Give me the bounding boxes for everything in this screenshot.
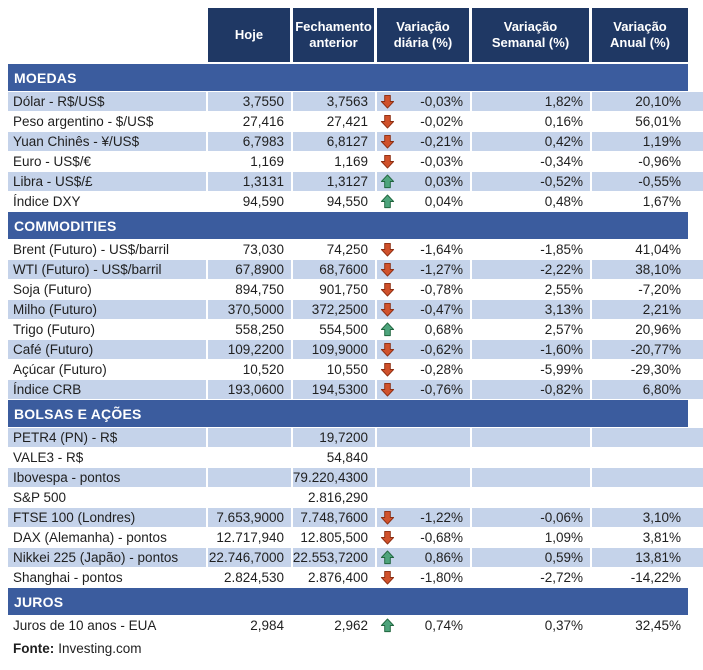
variacao-diaria-value: -0,62%: [420, 342, 463, 357]
fechamento-anterior-value: 94,550: [293, 192, 377, 211]
table-row-shanghai-pontos: [8, 568, 703, 588]
column-header-fechamento-anterior: Fechamento anterior: [293, 8, 377, 62]
variacao-diaria-cell: [377, 92, 472, 111]
row-label: FTSE 100 (Londres): [8, 508, 208, 527]
variacao-anual-value: 3,10%: [642, 510, 681, 525]
trend-arrow: [380, 322, 395, 337]
variacao-anual-value: 32,45%: [635, 618, 681, 633]
table-row-ftse-100-londres: [8, 508, 703, 528]
table-row-cafe-futuro: [8, 340, 703, 360]
hoje-value: 2.824,530: [208, 568, 293, 587]
table-row-soja-futuro: [8, 280, 703, 300]
variacao-diaria-value: -0,21%: [420, 134, 463, 149]
hoje-value: 10,520: [208, 360, 293, 379]
variacao-diaria-cell: [377, 240, 472, 259]
variacao-semanal-value: [472, 488, 592, 507]
variacao-anual-value: 3,81%: [642, 530, 681, 545]
source-label: Fonte:: [13, 640, 55, 656]
down-arrow-icon: [380, 362, 395, 377]
table-body: [8, 64, 703, 636]
trend-arrow: [380, 530, 395, 545]
variacao-anual-value: 41,04%: [635, 242, 681, 257]
variacao-diaria-value: 0,04%: [424, 194, 463, 209]
variacao-anual-value: [592, 428, 688, 447]
trend-arrow: [380, 94, 395, 109]
variacao-diaria-cell: [377, 340, 472, 359]
variacao-semanal-value: 0,37%: [472, 616, 592, 635]
hoje-value: 67,8900: [208, 260, 293, 279]
row-label: Peso argentino - $/US$: [8, 112, 208, 131]
column-header-hoje: Hoje: [208, 8, 293, 62]
variacao-semanal-value: 0,42%: [472, 132, 592, 151]
variacao-diaria-value: -0,68%: [420, 530, 463, 545]
fechamento-anterior-value: 1,169: [293, 152, 377, 171]
variacao-diaria-value: -0,76%: [420, 382, 463, 397]
fechamento-anterior-value: 6,8127: [293, 132, 377, 151]
variacao-diaria-cell: [377, 528, 472, 547]
variacao-diaria-value: -1,22%: [420, 510, 463, 525]
trend-arrow: [380, 114, 395, 129]
hoje-value: [208, 428, 293, 447]
variacao-diaria-value: -1,80%: [420, 570, 463, 585]
source-note: [8, 638, 703, 658]
hoje-value: 2,984: [208, 616, 293, 635]
section-header-moedas: MOEDAS: [8, 64, 688, 92]
variacao-diaria-cell: [377, 152, 472, 171]
hoje-value: [208, 448, 293, 467]
row-label: Índice DXY: [8, 192, 208, 211]
fechamento-anterior-value: 7.748,7600: [293, 508, 377, 527]
row-label: Libra - US$/£: [8, 172, 208, 191]
variacao-anual-value: -14,22%: [630, 570, 681, 585]
variacao-semanal-value: 2,57%: [472, 320, 592, 339]
variacao-anual-value: 1,19%: [642, 134, 681, 149]
variacao-semanal-value: -5,99%: [472, 360, 592, 379]
up-arrow-icon: [380, 550, 395, 565]
down-arrow-icon: [380, 134, 395, 149]
trend-arrow: [380, 134, 395, 149]
table-row-ibovespa-pontos: [8, 468, 703, 488]
table-header-row: [8, 8, 703, 62]
down-arrow-icon: [380, 154, 395, 169]
up-arrow-icon: [380, 174, 395, 189]
fechamento-anterior-value: 68,7600: [293, 260, 377, 279]
variacao-diaria-cell: [377, 548, 472, 567]
variacao-diaria-cell: [377, 112, 472, 131]
fechamento-anterior-value: 2.876,400: [293, 568, 377, 587]
variacao-diaria-value: -1,27%: [420, 262, 463, 277]
section-header-bolsas-e-acoes: BOLSAS E AÇÕES: [8, 400, 688, 428]
variacao-diaria-value: 0,86%: [424, 550, 463, 565]
trend-arrow: [380, 570, 395, 585]
header-corner-spacer: [8, 8, 208, 62]
up-arrow-icon: [380, 322, 395, 337]
row-label: Trigo (Futuro): [8, 320, 208, 339]
hoje-value: 1,3131: [208, 172, 293, 191]
fechamento-anterior-value: 372,2500: [293, 300, 377, 319]
variacao-diaria-cell: [377, 568, 472, 587]
variacao-semanal-value: -0,82%: [472, 380, 592, 399]
variacao-semanal-value: [472, 428, 592, 447]
variacao-diaria-value: 0,03%: [424, 174, 463, 189]
variacao-diaria-cell: [377, 380, 472, 399]
down-arrow-icon: [380, 382, 395, 397]
hoje-value: [208, 468, 293, 487]
variacao-semanal-value: 1,82%: [472, 92, 592, 111]
hoje-value: 1,169: [208, 152, 293, 171]
fechamento-anterior-value: 12.805,500: [293, 528, 377, 547]
fechamento-anterior-value: 22.553,7200: [293, 548, 377, 567]
fechamento-anterior-value: 79.220,4300: [293, 468, 377, 487]
variacao-semanal-value: [472, 468, 592, 487]
row-label: Euro - US$/€: [8, 152, 208, 171]
variacao-semanal-value: [472, 448, 592, 467]
row-label: Açúcar (Futuro): [8, 360, 208, 379]
source-value: Investing.com: [58, 640, 142, 656]
variacao-anual-value: -0,96%: [638, 154, 681, 169]
table-row-libra-us: [8, 172, 703, 192]
variacao-diaria-cell: [377, 616, 472, 635]
down-arrow-icon: [380, 114, 395, 129]
fechamento-anterior-value: 2,962: [293, 616, 377, 635]
variacao-semanal-value: 0,59%: [472, 548, 592, 567]
variacao-anual-value: 6,80%: [642, 382, 681, 397]
variacao-diaria-cell: [377, 192, 472, 211]
variacao-semanal-value: 0,16%: [472, 112, 592, 131]
variacao-diaria-value: -0,47%: [420, 302, 463, 317]
variacao-semanal-value: 0,48%: [472, 192, 592, 211]
variacao-diaria-cell: [377, 320, 472, 339]
row-label: Juros de 10 anos - EUA: [8, 616, 208, 635]
variacao-diaria-value: 0,74%: [424, 618, 463, 633]
variacao-diaria-value: -0,02%: [420, 114, 463, 129]
hoje-value: 894,750: [208, 280, 293, 299]
variacao-diaria-cell: [377, 360, 472, 379]
row-label: Nikkei 225 (Japão) - pontos: [8, 548, 208, 567]
hoje-value: 6,7983: [208, 132, 293, 151]
table-row-yuan-chines-us: [8, 132, 703, 152]
down-arrow-icon: [380, 282, 395, 297]
variacao-diaria-cell: [377, 132, 472, 151]
variacao-anual-value: -29,30%: [630, 362, 681, 377]
variacao-anual-value: 38,10%: [635, 262, 681, 277]
row-label: Brent (Futuro) - US$/barril: [8, 240, 208, 259]
variacao-anual-value: 1,67%: [642, 194, 681, 209]
hoje-value: 22.746,7000: [208, 548, 293, 567]
fechamento-anterior-value: 19,7200: [293, 428, 377, 447]
variacao-anual-value: -20,77%: [630, 342, 681, 357]
variacao-anual-value: -0,55%: [638, 174, 681, 189]
variacao-semanal-value: -2,22%: [472, 260, 592, 279]
row-label: DAX (Alemanha) - pontos: [8, 528, 208, 547]
hoje-value: 193,0600: [208, 380, 293, 399]
hoje-value: 3,7550: [208, 92, 293, 111]
variacao-diaria-cell: [377, 428, 472, 447]
fechamento-anterior-value: 10,550: [293, 360, 377, 379]
trend-arrow: [380, 510, 395, 525]
fechamento-anterior-value: 54,840: [293, 448, 377, 467]
section-header-commodities: COMMODITIES: [8, 212, 688, 240]
row-label: WTI (Futuro) - US$/barril: [8, 260, 208, 279]
variacao-diaria-cell: [377, 280, 472, 299]
trend-arrow: [380, 342, 395, 357]
column-header-variacao-anual: Variação Anual (%): [592, 8, 688, 62]
trend-arrow: [380, 618, 395, 633]
variacao-diaria-value: -0,28%: [420, 362, 463, 377]
down-arrow-icon: [380, 94, 395, 109]
hoje-value: 73,030: [208, 240, 293, 259]
table-row-acucar-futuro: [8, 360, 703, 380]
table-row-euro-us: [8, 152, 703, 172]
fechamento-anterior-value: 194,5300: [293, 380, 377, 399]
down-arrow-icon: [380, 342, 395, 357]
table-row-juros-de-10-anos-eua: [8, 616, 703, 636]
variacao-anual-value: 20,10%: [635, 94, 681, 109]
row-label: S&P 500: [8, 488, 208, 507]
column-header-variacao-diaria: Variação diária (%): [377, 8, 472, 62]
variacao-anual-value: 56,01%: [635, 114, 681, 129]
hoje-value: 370,5000: [208, 300, 293, 319]
down-arrow-icon: [380, 302, 395, 317]
row-label: Milho (Futuro): [8, 300, 208, 319]
fechamento-anterior-value: 1,3127: [293, 172, 377, 191]
row-label: Soja (Futuro): [8, 280, 208, 299]
variacao-semanal-value: 2,55%: [472, 280, 592, 299]
variacao-anual-value: [592, 448, 688, 467]
variacao-semanal-value: -0,34%: [472, 152, 592, 171]
down-arrow-icon: [380, 530, 395, 545]
table-row-peso-argentino-us: [8, 112, 703, 132]
up-arrow-icon: [380, 194, 395, 209]
table-row-petr4-pn-r: [8, 428, 703, 448]
row-label: Índice CRB: [8, 380, 208, 399]
down-arrow-icon: [380, 570, 395, 585]
fechamento-anterior-value: 27,421: [293, 112, 377, 131]
trend-arrow: [380, 174, 395, 189]
fechamento-anterior-value: 74,250: [293, 240, 377, 259]
variacao-diaria-cell: [377, 468, 472, 487]
row-label: Shanghai - pontos: [8, 568, 208, 587]
variacao-diaria-value: 0,68%: [424, 322, 463, 337]
trend-arrow: [380, 382, 395, 397]
row-label: Ibovespa - pontos: [8, 468, 208, 487]
table-row-indice-crb: [8, 380, 703, 400]
hoje-value: 558,250: [208, 320, 293, 339]
trend-arrow: [380, 194, 395, 209]
table-row-dax-alemanha-pontos: [8, 528, 703, 548]
variacao-semanal-value: 1,09%: [472, 528, 592, 547]
variacao-diaria-cell: [377, 488, 472, 507]
variacao-diaria-value: -0,78%: [420, 282, 463, 297]
table-row-nikkei-225-japao-pontos: [8, 548, 703, 568]
hoje-value: 12.717,940: [208, 528, 293, 547]
variacao-semanal-value: -0,06%: [472, 508, 592, 527]
fechamento-anterior-value: 109,9000: [293, 340, 377, 359]
table-row-s-p-500: [8, 488, 703, 508]
row-label: Café (Futuro): [8, 340, 208, 359]
variacao-anual-value: 2,21%: [642, 302, 681, 317]
table-row-brent-futuro-us-barril: [8, 240, 703, 260]
row-label: Dólar - R$/US$: [8, 92, 208, 111]
variacao-semanal-value: 3,13%: [472, 300, 592, 319]
variacao-diaria-cell: [377, 260, 472, 279]
trend-arrow: [380, 282, 395, 297]
variacao-anual-value: 13,81%: [635, 550, 681, 565]
column-header-variacao-semanal: Variação Semanal (%): [472, 8, 592, 62]
down-arrow-icon: [380, 242, 395, 257]
table-row-milho-futuro: [8, 300, 703, 320]
trend-arrow: [380, 302, 395, 317]
table-row-wti-futuro-us-barril: [8, 260, 703, 280]
trend-arrow: [380, 154, 395, 169]
trend-arrow: [380, 262, 395, 277]
variacao-semanal-value: -1,85%: [472, 240, 592, 259]
fechamento-anterior-value: 554,500: [293, 320, 377, 339]
table-row-indice-dxy: [8, 192, 703, 212]
variacao-diaria-value: -1,64%: [420, 242, 463, 257]
variacao-diaria-value: -0,03%: [420, 94, 463, 109]
row-label: VALE3 - R$: [8, 448, 208, 467]
variacao-diaria-cell: [377, 172, 472, 191]
variacao-semanal-value: -1,60%: [472, 340, 592, 359]
hoje-value: 109,2200: [208, 340, 293, 359]
hoje-value: [208, 488, 293, 507]
table-row-vale3-r: [8, 448, 703, 468]
hoje-value: 27,416: [208, 112, 293, 131]
variacao-anual-value: -7,20%: [638, 282, 681, 297]
row-label: PETR4 (PN) - R$: [8, 428, 208, 447]
section-header-juros: JUROS: [8, 588, 688, 616]
trend-arrow: [380, 550, 395, 565]
variacao-diaria-value: -0,03%: [420, 154, 463, 169]
variacao-semanal-value: -0,52%: [472, 172, 592, 191]
row-label: Yuan Chinês - ¥/US$: [8, 132, 208, 151]
down-arrow-icon: [380, 510, 395, 525]
variacao-diaria-cell: [377, 508, 472, 527]
fechamento-anterior-value: 901,750: [293, 280, 377, 299]
table-row-trigo-futuro: [8, 320, 703, 340]
hoje-value: 94,590: [208, 192, 293, 211]
trend-arrow: [380, 362, 395, 377]
variacao-anual-value: [592, 488, 688, 507]
table-row-dolar-r-us: [8, 92, 703, 112]
trend-arrow: [380, 242, 395, 257]
variacao-anual-value: [592, 468, 688, 487]
fechamento-anterior-value: 3,7563: [293, 92, 377, 111]
variacao-semanal-value: -2,72%: [472, 568, 592, 587]
up-arrow-icon: [380, 618, 395, 633]
variacao-anual-value: 20,96%: [635, 322, 681, 337]
variacao-diaria-cell: [377, 300, 472, 319]
down-arrow-icon: [380, 262, 395, 277]
fechamento-anterior-value: 2.816,290: [293, 488, 377, 507]
variacao-diaria-cell: [377, 448, 472, 467]
hoje-value: 7.653,9000: [208, 508, 293, 527]
